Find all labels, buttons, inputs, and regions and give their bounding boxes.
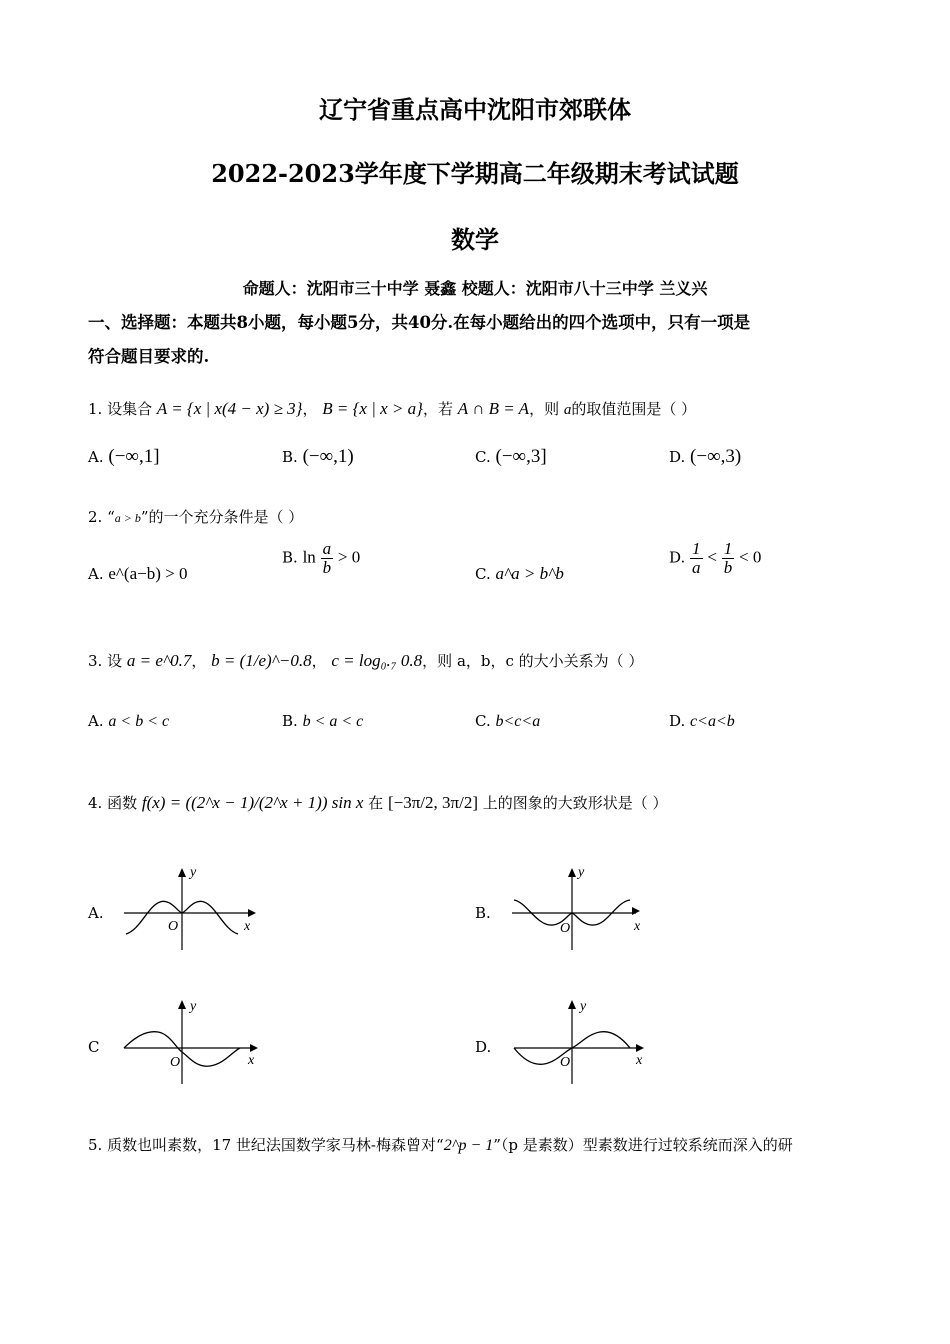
option-label: A. (88, 712, 104, 730)
q1-option-d[interactable] (669, 446, 741, 468)
title-line-2: 2022-2023学年度下学期高二年级期末考试试题 (211, 159, 739, 188)
numerator: 1 (692, 539, 701, 558)
option-expr: > 0 (337, 547, 361, 567)
section-heading (88, 306, 878, 374)
option-expr: b<c<a (495, 713, 541, 730)
q3-option-d[interactable] (669, 712, 735, 731)
origin-label: O (560, 921, 571, 936)
q1-tail: ，则 (529, 400, 560, 418)
y-axis-arrow (178, 1000, 186, 1009)
x-axis-arrow (248, 909, 256, 917)
option-label: D. (669, 448, 686, 466)
q4-option-d-label[interactable]: D. (475, 1038, 492, 1056)
option-label: B. (282, 712, 298, 730)
x-label: x (636, 1053, 643, 1068)
q3-c-expr: c = log₀.₇ 0.8 (331, 651, 423, 670)
option-label: A. (88, 448, 104, 466)
q2-condition: a > b (114, 511, 141, 525)
numerator: a (322, 539, 332, 558)
y-label: y (580, 999, 587, 1014)
x-label: x (244, 919, 251, 934)
denominator: b (322, 558, 332, 577)
origin-label: O (168, 919, 179, 934)
denominator: a (692, 558, 701, 577)
q2-suffix: ”的一个充分条件是（ ） (140, 508, 304, 526)
numerator: 1 (723, 539, 733, 558)
y-label: y (190, 999, 197, 1014)
option-label: B. (282, 548, 298, 567)
option-expr: c<a<b (690, 713, 735, 730)
q5-expr: 2^p − 1 (443, 1137, 494, 1154)
q3-prefix: 3. 设 (88, 652, 123, 670)
question-3: 3. 设 a = e^0.7， b = (1/e)^−0.8， c = log₀.₇ 0.8，则 a，b，c 的大小关系为（ ） (88, 651, 644, 670)
q4-option-c-label[interactable]: C (88, 1038, 100, 1056)
x-axis-arrow (636, 1044, 644, 1052)
section-heading-line-2: 符合题目要求的. (88, 347, 210, 366)
y-axis-arrow (178, 868, 186, 877)
q1-set-b: B = {x | x > a} (322, 399, 423, 418)
q1-prefix: 1. 设集合 (88, 400, 153, 418)
x-axis-arrow (250, 1044, 258, 1052)
option-label: A. (88, 565, 104, 583)
q4-option-a-graph[interactable] (118, 862, 268, 952)
q2-option-d[interactable] (669, 540, 761, 577)
option-expr: a^a > b^b (495, 564, 564, 583)
y-label: y (190, 865, 197, 880)
q1-option-a[interactable] (88, 446, 160, 468)
option-label: D. (669, 712, 686, 730)
q1-mid: ，若 (422, 400, 453, 418)
question-4 (88, 792, 668, 813)
q1-option-b[interactable] (282, 446, 354, 468)
subject-title: 数学 (451, 225, 499, 254)
origin-label: O (560, 1055, 571, 1070)
q3-b-expr: b = (1/e)^−0.8 (211, 651, 312, 670)
q3-a-expr: a = e^0.7 (126, 651, 192, 670)
question-2 (88, 506, 303, 527)
q4-option-b-graph[interactable] (506, 862, 656, 952)
y-axis-arrow (568, 868, 576, 877)
q5-suffix: ”（p 是素数）型素数进行过较系统而深入的研 (493, 1136, 793, 1154)
denominator: b (723, 558, 733, 577)
q2-prefix: 2. “ (88, 508, 115, 526)
option-expr: a < b < c (108, 713, 170, 730)
q1-var: a (563, 402, 572, 418)
section-heading-line-1: 一、选择题：本题共8小题，每小题5分，共40分.在每小题给出的四个选项中，只有一项是 (88, 313, 751, 332)
fraction-2 (722, 540, 735, 577)
q4-mid: 在 (368, 794, 384, 812)
q3-option-b[interactable] (282, 712, 363, 731)
title-line-1: 辽宁省重点高中沈阳市郊联体 (319, 95, 631, 124)
option-label: C. (475, 712, 491, 730)
y-label: y (578, 865, 585, 880)
q3-suffix: ，则 a，b，c 的大小关系为（ ） (422, 652, 644, 670)
question-1 (88, 398, 696, 419)
q1-set-a: A = {x | x(4 − x) ≥ 3} (156, 399, 303, 418)
q1-condition: A ∩ B = A (457, 399, 530, 418)
q1-option-c[interactable] (475, 446, 547, 468)
fraction-1 (690, 540, 703, 577)
option-expr: b < a < c (302, 713, 364, 730)
q4-interval: [−3π/2, 3π/2] (387, 793, 478, 812)
x-label: x (248, 1053, 255, 1068)
option-label: C. (475, 565, 491, 583)
q4-option-c-graph[interactable] (118, 996, 268, 1086)
option-expr: (−∞,1] (108, 446, 160, 467)
q3-option-c[interactable] (475, 712, 540, 731)
option-label: B. (282, 448, 298, 466)
fraction (321, 540, 334, 577)
q2-option-c[interactable] (475, 564, 564, 584)
q4-option-a-label[interactable]: A. (88, 904, 104, 922)
option-expr: e^(a−b) > 0 (108, 564, 188, 583)
q2-option-a[interactable] (88, 564, 187, 584)
q1-end: 的取值范围是（ ） (571, 400, 697, 418)
q3-option-a[interactable] (88, 712, 169, 731)
q2-option-b[interactable] (282, 540, 360, 577)
q4-suffix: 上的图象的大致形状是（ ） (482, 794, 668, 812)
option-expr: (−∞,1) (302, 446, 354, 467)
q4-option-d-graph[interactable] (508, 996, 658, 1086)
authors-line: 命题人：沈阳市三十中学 聂鑫 校题人：沈阳市八十三中学 兰义兴 (242, 279, 708, 298)
question-5 (88, 1134, 793, 1155)
x-label: x (634, 919, 641, 934)
option-expr: (−∞,3] (495, 446, 547, 467)
ln-text: ln (302, 547, 316, 567)
q4-function: f(x) = ((2^x − 1)/(2^x + 1)) sin x (141, 793, 364, 812)
q1-comma: ， (302, 400, 318, 418)
q4-option-b-label[interactable]: B. (475, 904, 491, 922)
x-axis-arrow (632, 907, 640, 915)
y-axis-arrow (568, 1000, 576, 1009)
option-label: C. (475, 448, 491, 466)
option-expr: (−∞,3) (690, 446, 742, 467)
q5-prefix: 5. 质数也叫素数，17 世纪法国数学家马林-梅森曾对“ (88, 1136, 444, 1154)
less-than: < (707, 547, 717, 567)
option-expr: < 0 (738, 547, 762, 567)
q4-prefix: 4. 函数 (88, 794, 138, 812)
option-label: D. (669, 548, 686, 567)
origin-label: O (170, 1055, 181, 1070)
